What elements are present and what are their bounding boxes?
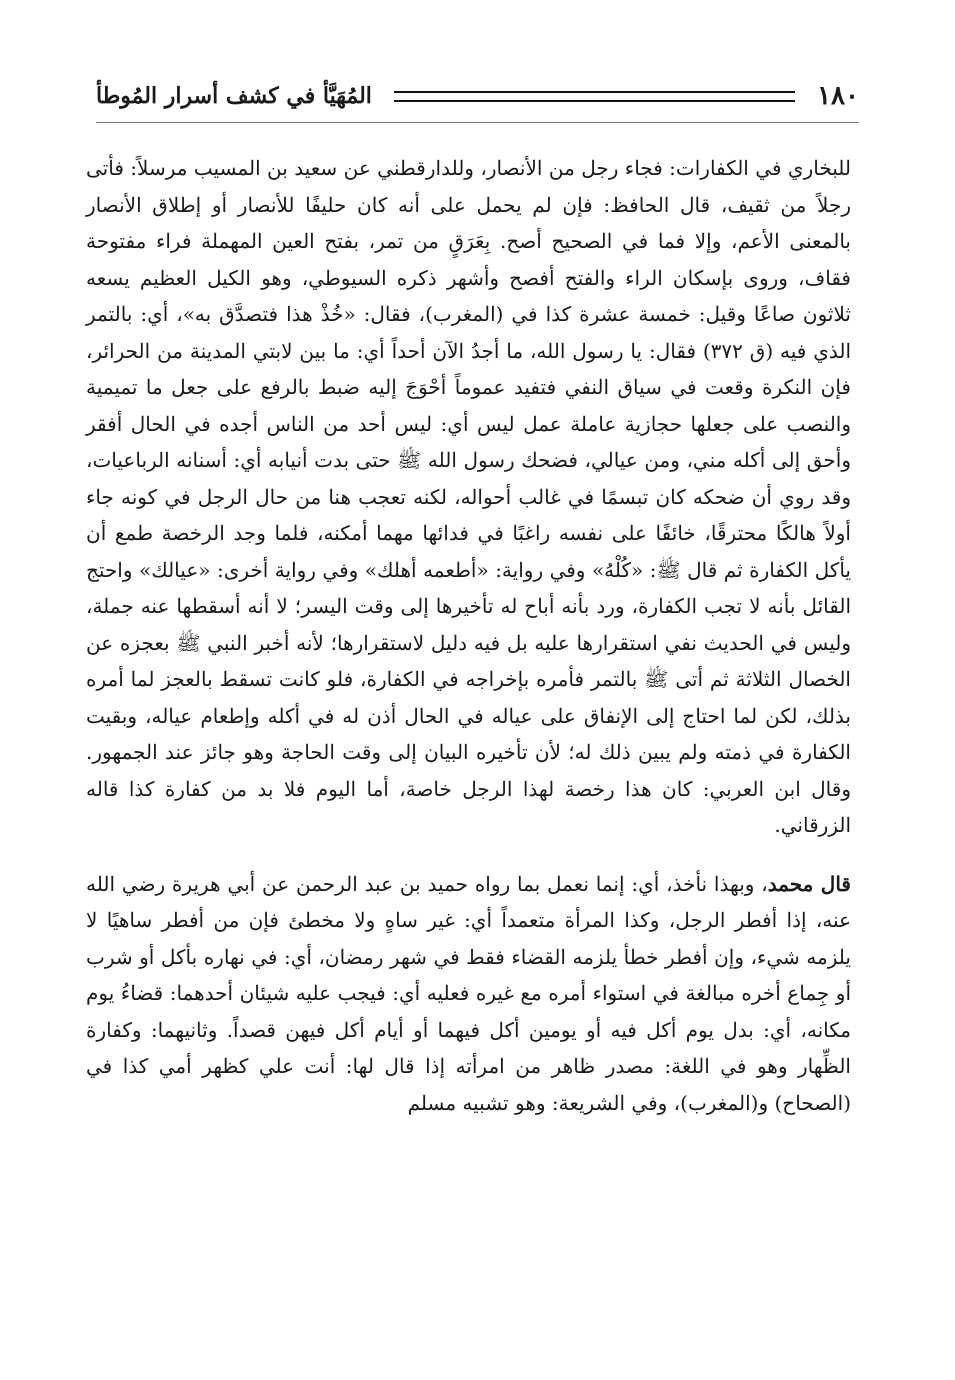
page-body	[86, 150, 851, 1121]
paragraph-1-text: للبخاري في الكفارات: فجاء رجل من الأنصار، وللدارقطني عن سعيد بن المسيب مرسلاً: فأتى رجلاً من ثقيف، قال الحافظ: فإن لم يحمل على أنه كان حليفًا للأنصار أو إطلاق الأنصار بالمعنى الأعم، وإلا فما في الصحيح أصح. بِعَرَقٍ من تمر، بفتح العين المهملة فراء مفتوحة فقاف، وروى بإسكان الراء والفتح أفصح وأشهر ذكره السيوطي، وهو الكيل العظيم يسعه ثلاثون صاعًا وقيل: خمسة عشرة كذا في (المغرب)، فقال: «خُذْ هذا فتصدَّق به»، أي: بالتمر الذي فيه (ق ٣٧٢) فقال: يا رسول الله، ما أجدُ الآن أحداً أي: ما بين لابتي المدينة من الحرائر، فإن النكرة وقعت في سياق النفي فتفيد عموماً أحْوَجَ إليه ضبط بالرفع على جعل ما تميمية والنصب على جعلها حجازية عاملة عمل ليس أي: ليس أحد من الناس أجده في الحال أفقر وأحق إلى أكله مني، ومن عيالي، فضحك رسول الله ﷺ حتى بدت أنيابه أي: أسنانه الرباعيات، وقد روي أن ضحكه كان تبسمًا في غالب أحواله، لكنه تعجب هنا من حال الرجل في كونه جاء أولاً هالكًا محترقًا، خائفًا على نفسه راغبًا في فدائها مهما أمكنه، فلما وجد الرخصة طمع أن يأكل الكفارة ثم قال ﷺ: «كُلْهُ» وفي رواية: «أطعمه أهلك» وفي رواية أخرى: «عيالك» واحتج القائل بأنه لا تجب الكفارة، ورد بأنه أباح له تأخيرها إلى وقت اليسر؛ لا أنه أسقطها عنه جملة، وليس في الحديث نفي استقرارها عليه بل فيه دليل لاستقرارها؛ لأنه أخبر النبي ﷺ بعجزه عن الخصال الثلاثة ثم أتى ﷺ بالتمر فأمره بإخراجه في الكفارة، فلو كانت تسقط بالعجز لما أمره بذلك، لكن لما احتاج إلى الإنفاق على عياله في الحال أذن له في أكله وإطعام عياله، وبقيت الكفارة في ذمته ولم يبين ذلك له؛ لأن تأخيره البيان إلى وقت الحاجة وهو جائز عند الجمهور. وقال ابن العربي: كان هذا رخصة لهذا الرجل خاصة، أما اليوم فلا بد من كفارة كذا قاله الزرقاني.	[86, 156, 852, 837]
page-header	[96, 78, 859, 114]
paragraph-2-text: ، وبهذا نأخذ، أي: إنما نعمل بما رواه حميد بن عبد الرحمن عن أبي هريرة رضي الله عنه، إذا أفطر الرجل، وكذا المرأة متعمداً أي: غير ساهٍ ولا مخطئ فإن من أفطر ساهيًا لا يلزمه شيء، وإن أفطر خطأ يلزمه القضاء فقط في شهر رمضان، أي: في نهاره بأكل أو شرب أو جِماع أخره مبالغة في استواء أمره مع غيره فعليه أي: فيجب عليه شيئان أحدهما: قضاءُ يوم مكانه، أي: بدل يوم أكل فيه أو يومين أكل فيهما أو أيام أكل فيهن قصداً. وثانيهما: وكفارة الظِّهار وهو في اللغة: مصدر ظاهر من امرأته إذا قال لها: أنت علي كظهر أمي كذا في (الصحاح) و(المغرب)، وفي الشريعة: وهو تشبيه مسلم	[86, 871, 851, 1115]
running-title: المُهَيَّأ في كشف أسرار المُوطأ	[96, 83, 372, 109]
page-number: ١٨٠	[817, 81, 859, 111]
paragraph-1	[86, 150, 851, 844]
paragraph-2-lead: قال محمد	[767, 871, 851, 896]
paragraph-2	[86, 866, 851, 1122]
header-double-rule	[394, 91, 795, 102]
header-divider	[96, 122, 859, 123]
